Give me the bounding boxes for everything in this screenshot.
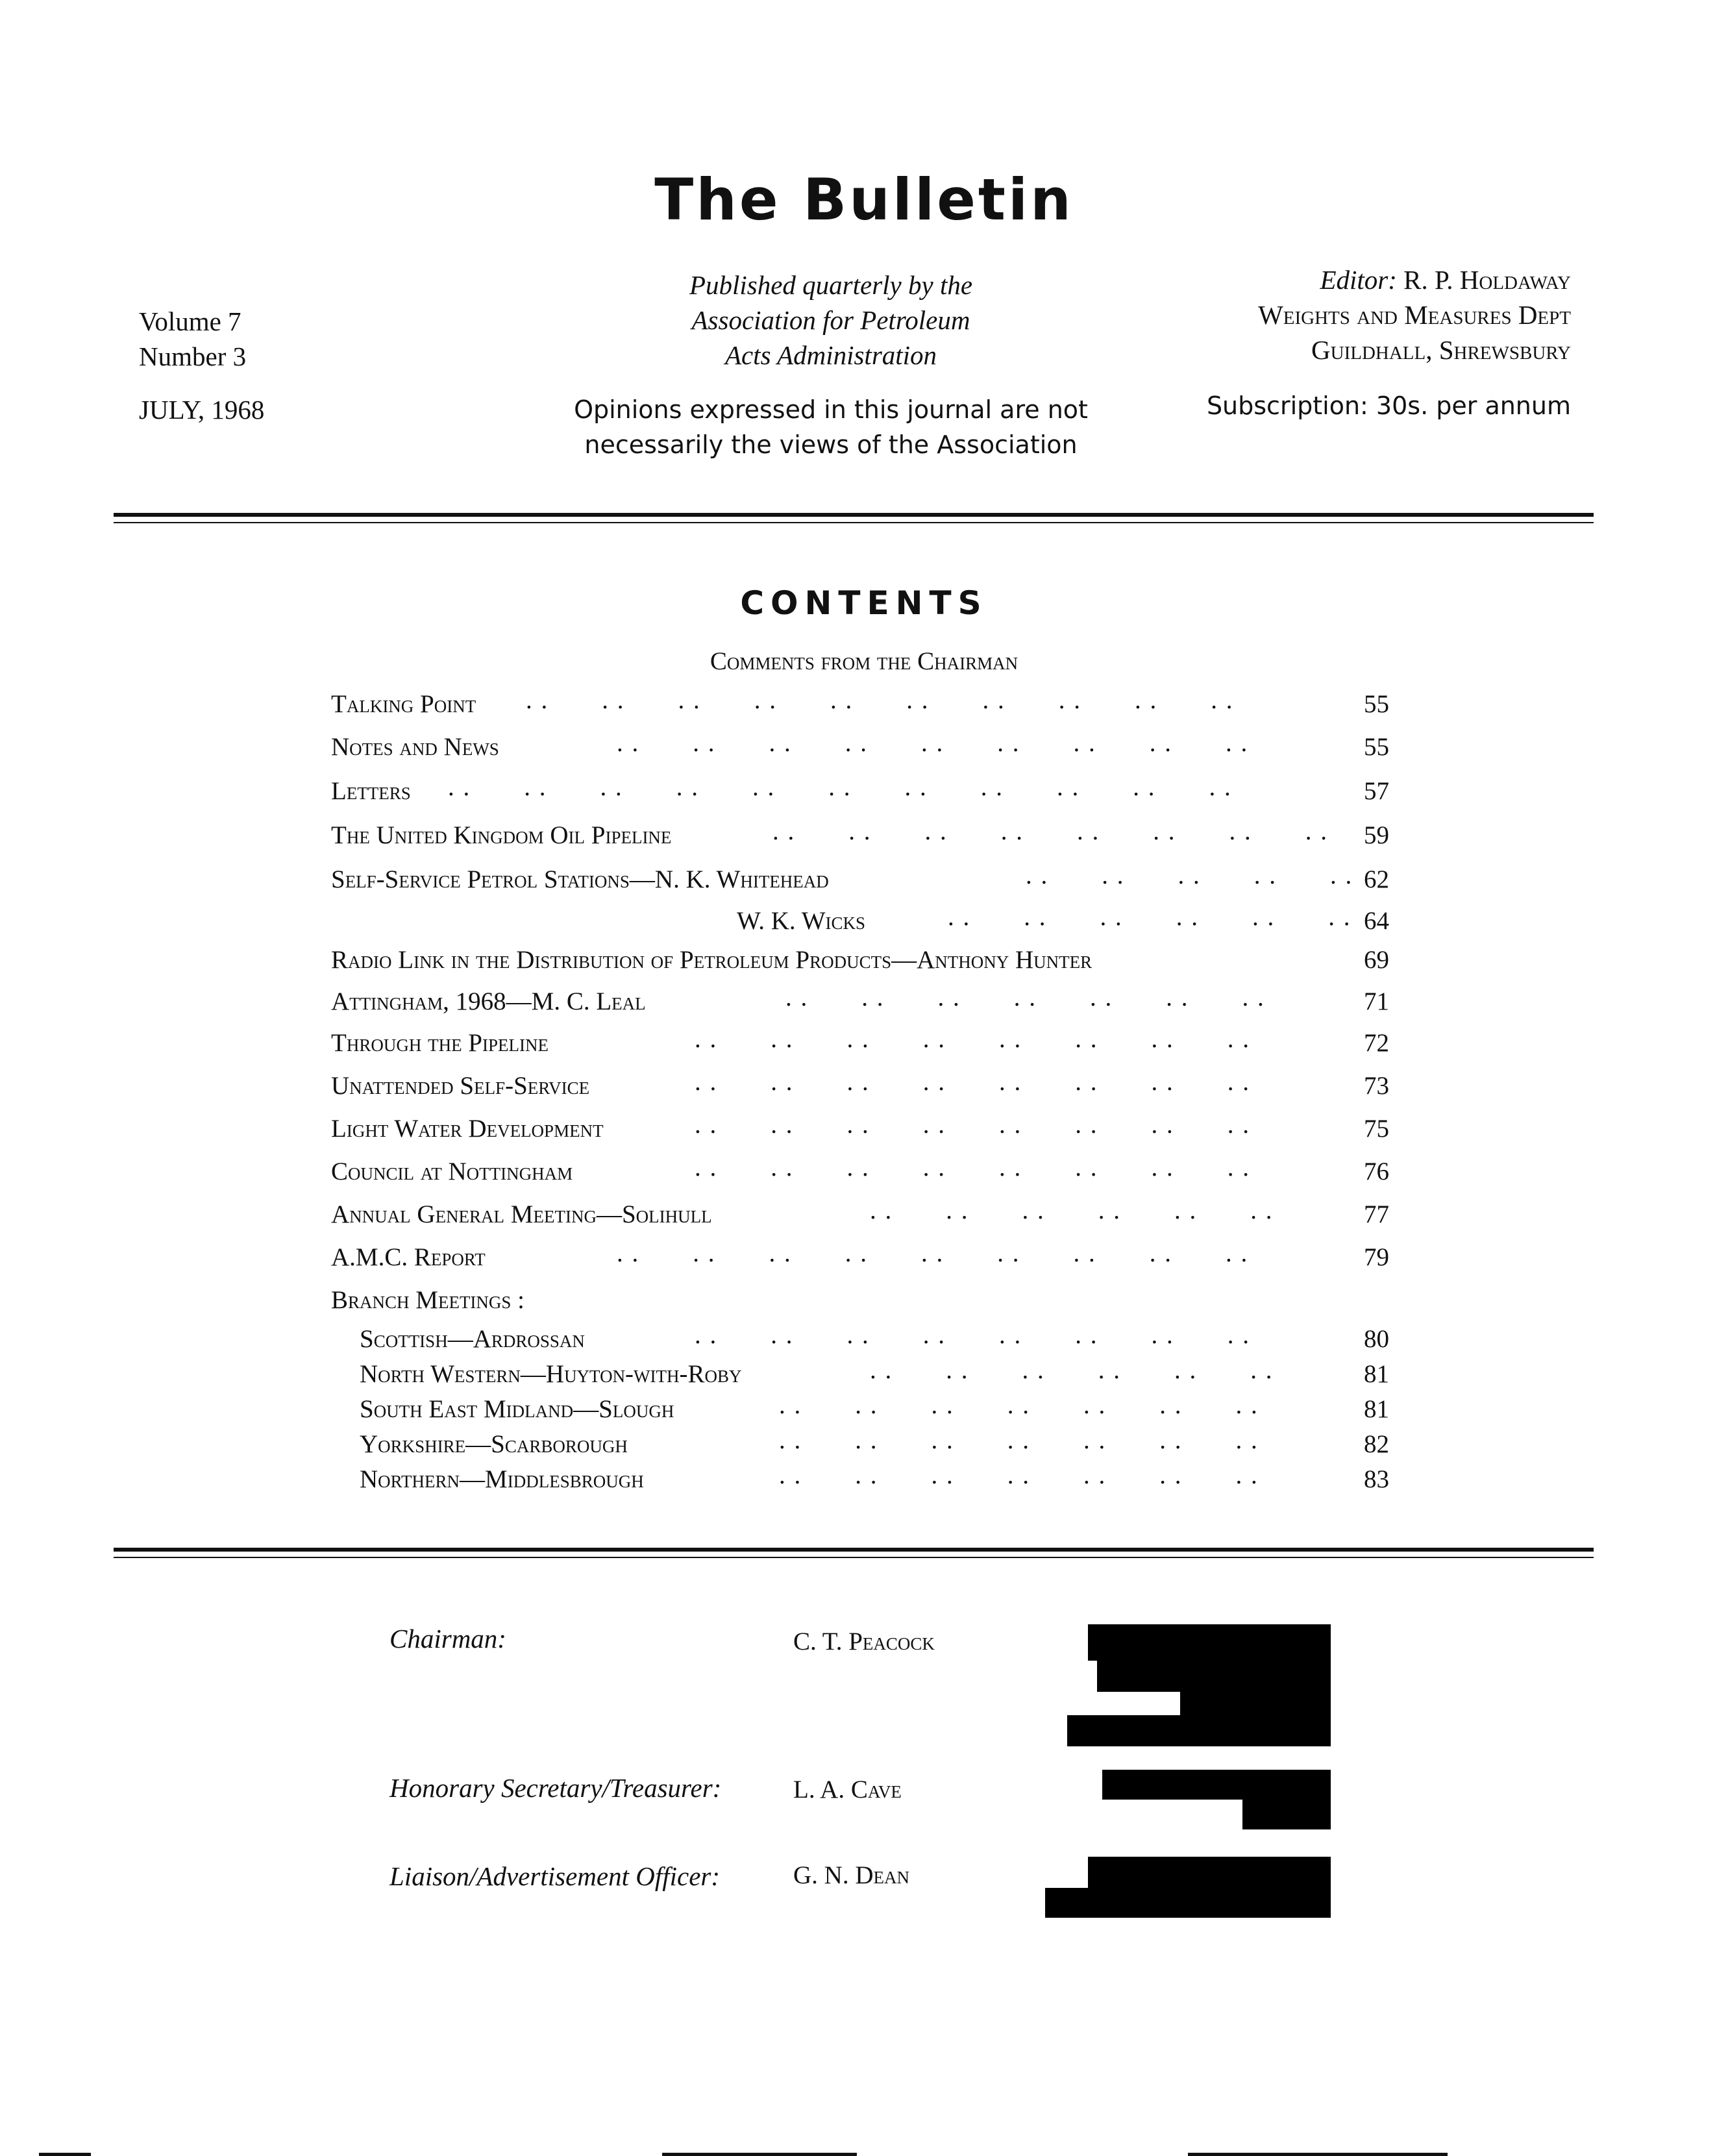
toc-leader-dots: . . . . . . . . . . . . xyxy=(870,1356,1274,1384)
toc-leader-dots: . . . . . . . . . . . . . . . . xyxy=(695,1111,1250,1139)
toc-section-title: Branch Meetings : xyxy=(331,1286,525,1314)
toc-entry-title: Through the Pipeline xyxy=(331,1029,549,1057)
toc-page-number: 83 xyxy=(1364,1465,1389,1493)
toc-entry xyxy=(331,1239,1389,1282)
toc-page-number: 64 xyxy=(1364,907,1389,935)
subscription-text: Subscription: 30s. per annum xyxy=(1206,391,1571,420)
toc-entry xyxy=(331,1154,1389,1196)
toc-page-number: 55 xyxy=(1364,733,1389,761)
toc-entry-title: Northern—Middlesbrough xyxy=(360,1465,644,1493)
toc-leader-dots: . . . . . . . . . . . . . . xyxy=(779,1461,1259,1489)
toc-entry xyxy=(331,1461,1389,1504)
header-rule-thick xyxy=(114,513,1594,517)
toc-leader-dots: . . . . . . . . . . xyxy=(1026,861,1353,889)
bulletin-title: The Bulletin xyxy=(654,166,1074,233)
redaction-block xyxy=(1088,1857,1331,1888)
number-label: Number 3 xyxy=(139,341,247,371)
toc-entry xyxy=(331,773,1389,815)
toc-entry xyxy=(331,945,1389,984)
toc-entry-title: W. K. Wicks xyxy=(737,907,866,935)
toc-entry-title: Attingham, 1968—M. C. Leal xyxy=(331,987,646,1015)
toc-leader-dots: . . . . . . . . . . . . . . . . . . . . . . xyxy=(448,773,1232,801)
redaction-block xyxy=(1067,1715,1331,1746)
toc-page-number: 76 xyxy=(1364,1158,1389,1185)
redaction-block xyxy=(1102,1770,1331,1800)
redaction-block xyxy=(1045,1888,1331,1918)
opinions-line-2: necessarily the views of the Association xyxy=(584,430,1078,459)
toc-entry-title: Radio Link in the Distribution of Petroleum Products—Anthony Hunter xyxy=(331,946,1092,974)
toc-entry-title: Scottish—Ardrossan xyxy=(360,1325,585,1353)
liaison-officer-name: G. N. Dean xyxy=(793,1861,909,1889)
header-rule-thin xyxy=(114,522,1594,523)
toc-leader-dots: . . . . . . . . . . . . . . . . . . . . xyxy=(526,686,1234,714)
toc-page-number: 59 xyxy=(1364,821,1389,849)
toc-page-number: 79 xyxy=(1364,1243,1389,1271)
toc-leader-dots: . . . . . . . . . . . . . . . . xyxy=(695,1068,1250,1096)
toc-entry-title: Council at Nottingham xyxy=(331,1158,573,1185)
toc-entry xyxy=(331,903,1389,945)
publisher-line-3: Acts Administration xyxy=(724,340,937,370)
editor-name: R. P. Holdaway xyxy=(1403,265,1571,295)
toc-leader-dots: . . . . . . . . . . . . . . . . xyxy=(772,817,1328,845)
toc-entry xyxy=(331,1025,1389,1067)
publisher-line-2: Association for Petroleum xyxy=(691,305,970,335)
toc-page-number: 69 xyxy=(1364,946,1389,974)
toc-entry-title: Self-Service Petrol Stations—N. K. Whitehead xyxy=(331,865,829,893)
toc-entry-title: A.M.C. Report xyxy=(331,1243,486,1271)
issue-date: JULY, 1968 xyxy=(139,395,265,425)
editor-address: Guildhall, Shrewsbury xyxy=(1311,335,1571,365)
chairman-name: C. T. Peacock xyxy=(793,1628,935,1655)
toc-entry-title: Yorkshire—Scarborough xyxy=(360,1430,628,1458)
footer-rule-thick xyxy=(114,1548,1594,1552)
toc-entry xyxy=(331,686,1389,728)
toc-leader-dots: . . . . . . . . . . . . xyxy=(948,903,1352,931)
toc-entry xyxy=(331,729,1389,771)
liaison-officer-role: Liaison/Advertisement Officer: xyxy=(389,1861,720,1891)
toc-leader-dots: . . . . . . . . . . . . . . . . xyxy=(695,1025,1250,1053)
footer-rule-thin xyxy=(114,1557,1594,1558)
redaction-block xyxy=(1242,1798,1331,1829)
toc-page-number: 81 xyxy=(1364,1395,1389,1423)
toc-entry-title: Unattended Self-Service xyxy=(331,1072,590,1100)
toc-page-number: 62 xyxy=(1364,865,1389,893)
toc-leader-dots: . . . . . . . . . . . . . . xyxy=(779,1391,1259,1419)
toc-leader-dots: . . . . . . . . . . . . . . xyxy=(785,984,1265,1011)
toc-page-number: 71 xyxy=(1364,987,1389,1015)
toc-entry xyxy=(331,1285,1389,1324)
toc-entry xyxy=(331,817,1389,860)
toc-entry xyxy=(331,1068,1389,1110)
toc-page-number: 77 xyxy=(1364,1200,1389,1228)
toc-entry xyxy=(331,1111,1389,1153)
toc-entry xyxy=(331,861,1389,904)
toc-leader-dots: . . . . . . . . . . . . xyxy=(870,1196,1274,1224)
toc-entry xyxy=(331,1196,1389,1239)
secretary-treasurer-name: L. A. Cave xyxy=(793,1776,902,1803)
publisher-line-1: Published quarterly by the xyxy=(689,270,973,300)
toc-entry-title: Notes and News xyxy=(331,733,499,761)
editor-department: Weights and Measures Dept xyxy=(1258,300,1571,330)
toc-page-number: 72 xyxy=(1364,1029,1389,1057)
secretary-treasurer-role: Honorary Secretary/Treasurer: xyxy=(389,1773,722,1803)
toc-leader-dots: . . . . . . . . . . . . . . . . . . xyxy=(617,1239,1249,1267)
volume-label: Volume 7 xyxy=(139,306,241,336)
chairman-role: Chairman: xyxy=(389,1624,506,1654)
toc-page-number: 57 xyxy=(1364,777,1389,805)
toc-entry-title: Annual General Meeting—Solihull xyxy=(331,1200,712,1228)
toc-page-number: 81 xyxy=(1364,1360,1389,1388)
toc-page-number: 80 xyxy=(1364,1325,1389,1353)
opinions-line-1: Opinions expressed in this journal are not xyxy=(574,395,1088,424)
toc-entry-title: South East Midland—Slough xyxy=(360,1395,674,1423)
toc-entry-title: North Western—Huyton-with-Roby xyxy=(360,1360,742,1388)
toc-page-number: 73 xyxy=(1364,1072,1389,1100)
editor-line xyxy=(1162,262,1571,297)
toc-entry-title: Light Water Development xyxy=(331,1115,604,1143)
contents-heading: CONTENTS xyxy=(740,584,988,622)
toc-leader-dots: . . . . . . . . . . . . . . . . xyxy=(695,1321,1250,1349)
toc-entry-title: The United Kingdom Oil Pipeline xyxy=(331,821,672,849)
toc-entry xyxy=(331,984,1389,1026)
toc-leader-dots: . . . . . . . . . . . . . . xyxy=(779,1426,1259,1454)
editor-label: Editor: xyxy=(1320,265,1397,295)
comments-from-chairman: Comments from the Chairman xyxy=(710,647,1018,675)
toc-leader-dots: . . . . . . . . . . . . . . . . xyxy=(695,1154,1250,1182)
toc-page-number: 75 xyxy=(1364,1115,1389,1143)
toc-entry-title: Letters xyxy=(331,777,411,805)
toc-leader-dots: . . . . . . . . . . . . . . . . . . xyxy=(617,729,1249,757)
toc-entry-title: Talking Point xyxy=(331,690,476,718)
toc-page-number: 82 xyxy=(1364,1430,1389,1458)
toc-page-number: 55 xyxy=(1364,690,1389,718)
